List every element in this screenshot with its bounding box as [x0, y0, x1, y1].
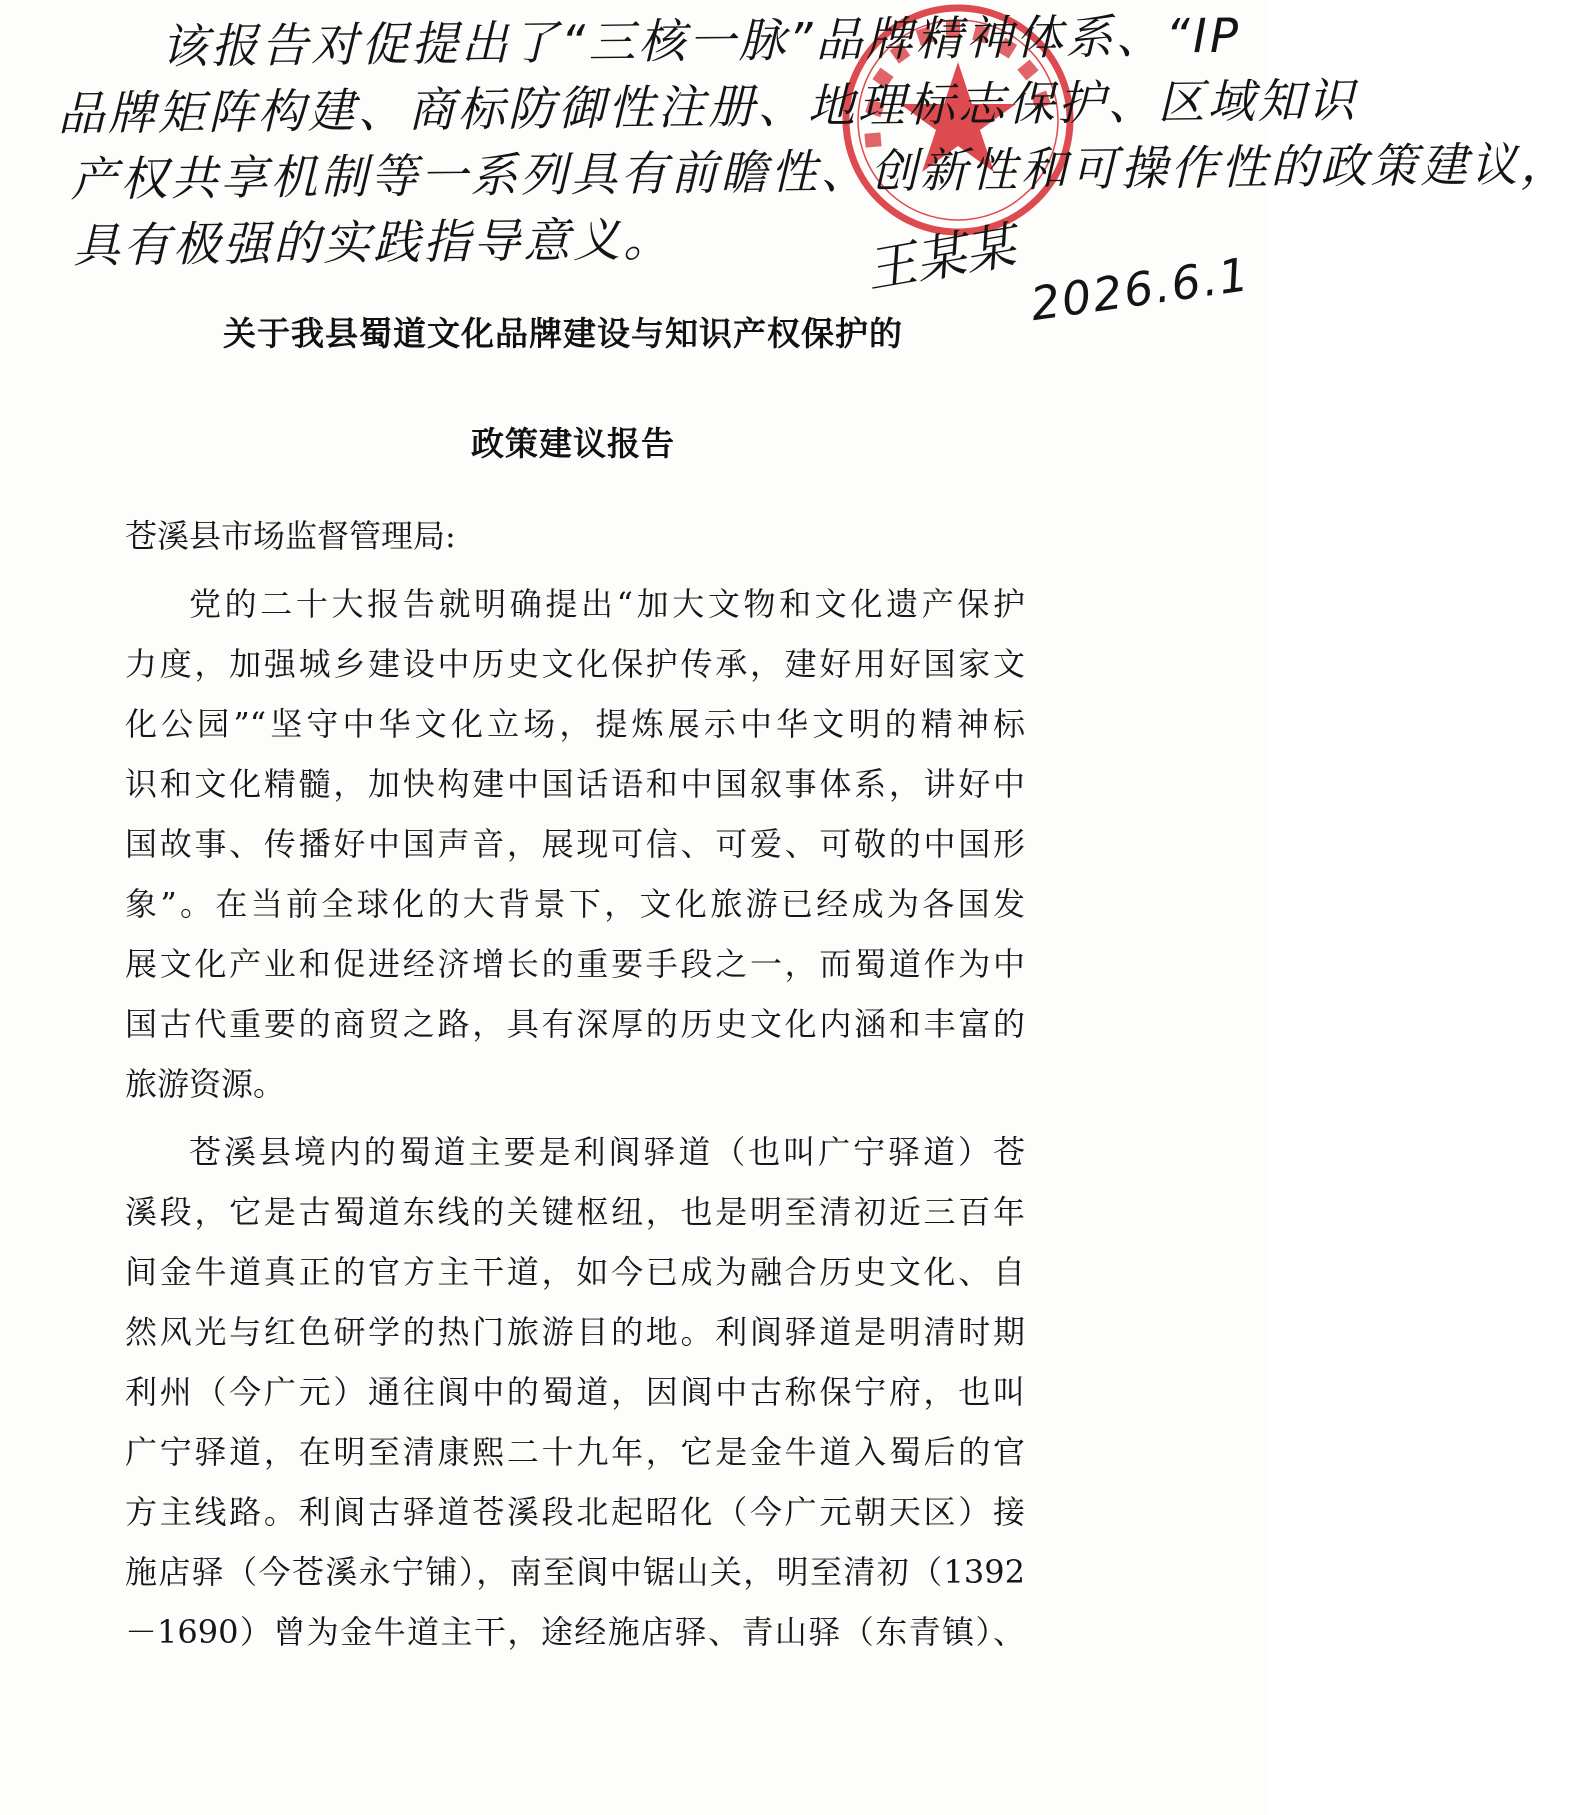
body-line: 国古代重要的商贸之路，具有深厚的历史文化内涵和丰富的: [125, 1005, 1025, 1043]
paragraph: [125, 574, 1025, 1114]
signature-date: 2026.6.1: [1027, 246, 1254, 332]
body-line: 苍溪县境内的蜀道主要是利阆驿道（也叫广宁驿道）苍: [189, 1133, 1025, 1171]
addressee: 苍溪县市场监督管理局:: [125, 517, 456, 555]
document-body: [125, 506, 1025, 1662]
body-line: 施店驿（今苍溪永宁铺），南至阆中锯山关，明至清初（1392: [125, 1553, 1025, 1591]
annotation-line: 该报告对促提出了“三核一脉”品牌精神体系、“IP: [160, 8, 1242, 75]
annotation-line: 具有极强的实践指导意义。: [72, 212, 674, 274]
body-line: 展文化产业和促进经济增长的重要手段之一，而蜀道作为中: [125, 945, 1025, 983]
handwritten-signature: 王某某: [861, 216, 1020, 300]
body-line: 化公园”“坚守中华文化立场，提炼展示中华文明的精神标: [125, 705, 1025, 743]
body-line: 力度，加强城乡建设中历史文化保护传承，建好用好国家文: [125, 645, 1025, 683]
body-line: 溪段，它是古蜀道东线的关键枢纽，也是明至清初近三百年: [125, 1193, 1025, 1231]
body-line: 党的二十大报告就明确提出“加大文物和文化遗产保护: [189, 585, 1025, 623]
body-line: 利州（今广元）通往阆中的蜀道，因阆中古称保宁府，也叫: [125, 1373, 1025, 1411]
body-line: 象”。在当前全球化的大背景下，文化旅游已经成为各国发: [125, 885, 1025, 923]
body-line: 国故事、传播好中国声音，展现可信、可爱、可敬的中国形: [125, 825, 1025, 863]
body-line: 广宁驿道，在明至清康熙二十九年，它是金牛道入蜀后的官: [125, 1433, 1025, 1471]
annotation-line: 产权共享机制等一系列具有前瞻性、创新性和可操作性的政策建议，: [70, 137, 1571, 208]
document-title-line1: 关于我县蜀道文化品牌建设与知识产权保护的: [223, 314, 903, 353]
body-line: 然风光与红色研学的热门旅游目的地。利阆驿道是明清时期: [125, 1313, 1025, 1351]
body-line: 旅游资源。: [125, 1065, 286, 1103]
body-line: 识和文化精髓，加快构建中国话语和中国叙事体系，讲好中: [125, 765, 1025, 803]
paragraph: [125, 1122, 1025, 1662]
body-line: 间金牛道真正的官方主干道，如今已成为融合历史文化、自: [125, 1253, 1025, 1291]
body-line: －1690）曾为金牛道主干，途经施店驿、青山驿（东青镇）、: [125, 1613, 1025, 1651]
annotation-line: 品牌矩阵构建、商标防御性注册、地理标志保护、区域知识: [57, 73, 1358, 143]
body-line: 方主线路。利阆古驿道苍溪段北起昭化（今广元朝天区）接: [125, 1493, 1025, 1531]
handwritten-annotation: [51, 4, 1571, 280]
document-title-line2: 政策建议报告: [471, 424, 675, 463]
